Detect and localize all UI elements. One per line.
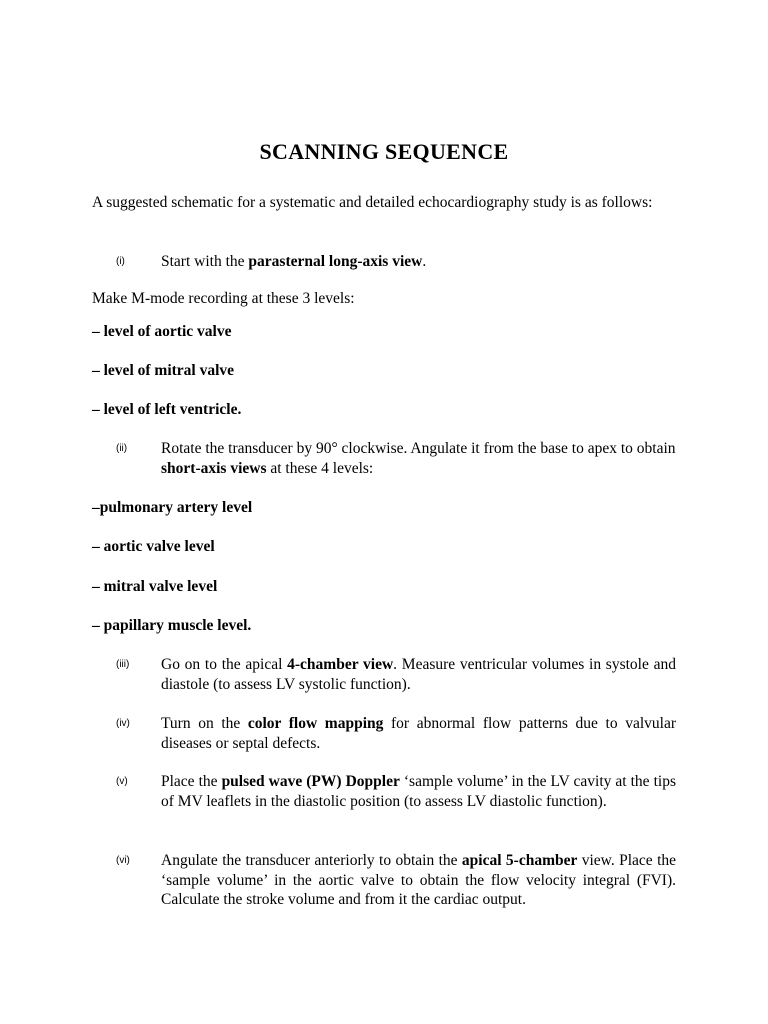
step-plain-text: Rotate the transducer by 90° clockwise. Angulate it from the base to apex to obtain: [161, 440, 676, 457]
mmode-heading: Make M-mode recording at these 3 levels:: [92, 290, 355, 307]
step-plain-text: ‘sample volume’ in the LV cavity at the tips of MV leaflets in the diastolic position (to assess LV diastolic function).: [161, 773, 676, 810]
step-marker: (iii): [116, 659, 130, 670]
short-axis-level-item: – mitral valve level: [92, 578, 218, 595]
step-text: [161, 439, 676, 478]
step-plain-text: Go on to the apical: [161, 656, 288, 673]
step-emphasis-text: 4-chamber view: [287, 656, 394, 673]
page-title: SCANNING SEQUENCE: [259, 139, 509, 164]
short-axis-level-item: – aortic valve level: [92, 538, 215, 555]
step-plain-text: view. Place the ‘sample volume’ in the aortic valve to obtain the flow velocity integral (FVI). Calculate the stroke volume and from it the cardiac output.: [161, 852, 676, 908]
step-marker: (vi): [116, 855, 130, 866]
step-text: [161, 851, 676, 910]
step-text: [161, 714, 676, 753]
step-emphasis-text: short-axis views: [161, 459, 267, 477]
step-plain-text: .: [422, 253, 427, 270]
step-emphasis-text: apical 5-chamber: [461, 852, 578, 869]
step-marker: (ii): [116, 443, 128, 454]
short-axis-level-item: –pulmonary artery level: [92, 499, 253, 516]
mmode-level-item: – level of aortic valve: [92, 323, 232, 340]
mmode-level-item: – level of left ventricle.: [92, 401, 242, 418]
step-plain-text: Start with the: [161, 253, 249, 270]
intro-paragraph: A suggested schematic for a systematic and detailed echocardiography study is as follows:: [92, 194, 653, 211]
step-emphasis-text: color flow mapping: [247, 715, 384, 732]
step-emphasis-text: parasternal long-axis view: [248, 253, 423, 270]
step-text: [161, 655, 676, 694]
short-axis-level-item: – papillary muscle level.: [92, 617, 252, 634]
step-emphasis-text: pulsed wave (PW) Doppler: [221, 773, 400, 790]
step-plain-text: Turn on the: [161, 715, 248, 732]
step-plain-text: . Measure ventricular volumes in systole and diastole (to assess LV systolic function).: [161, 656, 676, 693]
mmode-level-item: – level of mitral valve: [92, 362, 235, 379]
step-text: [161, 252, 676, 272]
step-text: [161, 772, 676, 811]
step-plain-text: for abnormal flow patterns due to valvular diseases or septal defects.: [161, 715, 676, 752]
step-marker: (i): [116, 256, 125, 267]
step-marker: (v): [116, 776, 128, 787]
step-plain-text: Angulate the transducer anteriorly to obtain the: [161, 852, 462, 869]
step-plain-text: at these 4 levels:: [266, 459, 374, 477]
step-plain-text: Place the: [161, 773, 222, 790]
step-marker: (iv): [116, 718, 130, 729]
